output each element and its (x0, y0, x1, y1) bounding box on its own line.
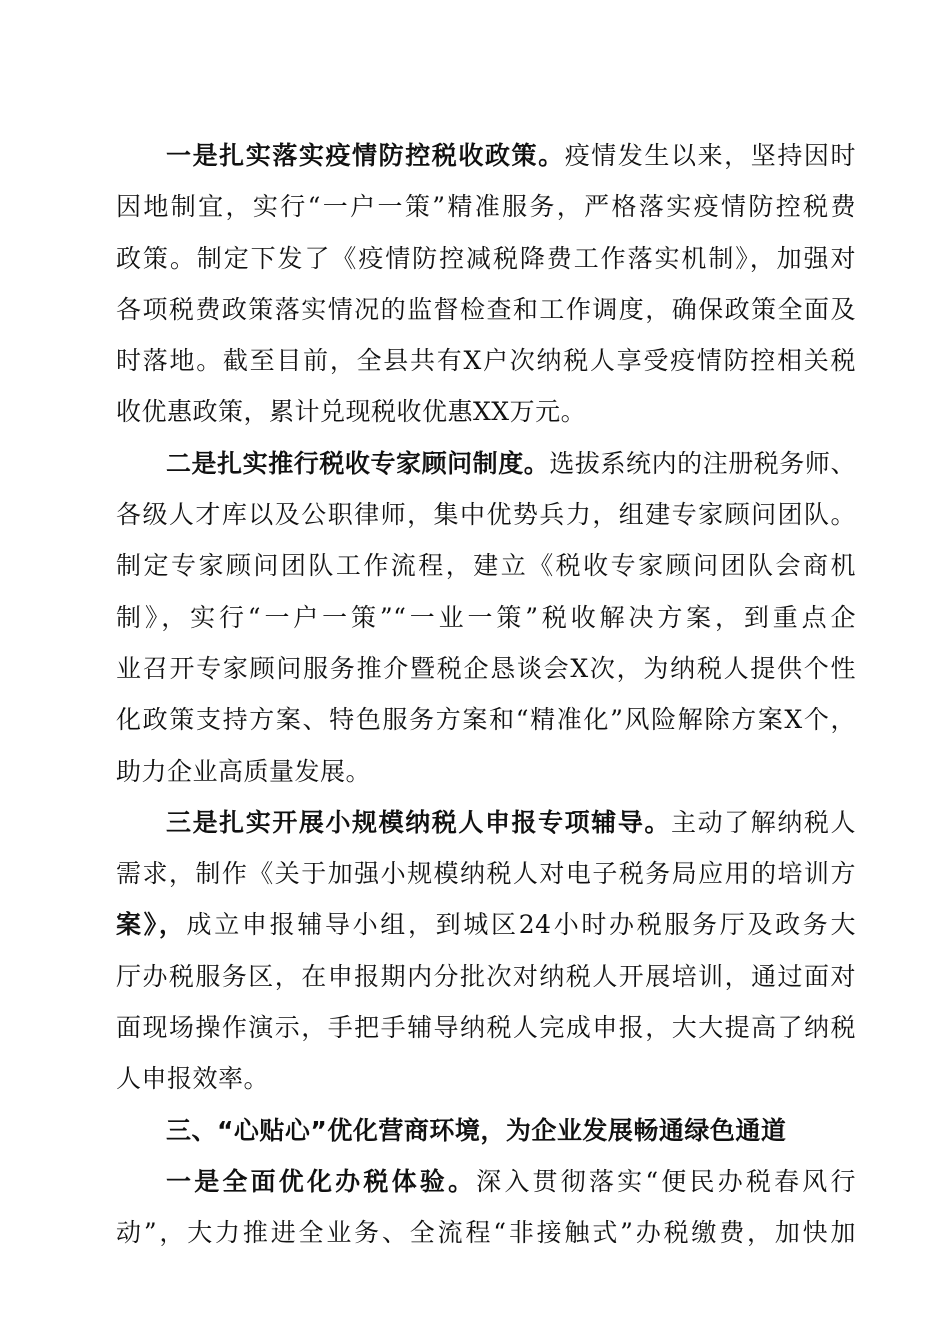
paragraph-3-text-2: 成立申报辅导小组，到城区24小时办税服务厅及政务大 (186, 910, 856, 940)
paragraph-3-lead: 三是扎实开展小规模纳税人申报专项辅导。 (166, 807, 671, 837)
paragraph-2-line-1 (116, 438, 856, 489)
paragraph-3-text: 主动了解纳税人 (671, 807, 856, 837)
paragraph-4-line-1 (116, 1156, 856, 1207)
paragraph-3-line-2: 需求，制作《关于加强小规模纳税人对电子税务局应用的培训方 (116, 859, 856, 889)
paragraph-1-line-3: 政策。制定下发了《疫情防控减税降费工作落实机制》，加强对 (116, 243, 856, 273)
section-heading: 三、“心贴心”优化营商环境，为企业发展畅通绿色通道 (166, 1115, 787, 1145)
paragraph-1-line-4: 各项税费政策落实情况的监督检查和工作调度，确保政策全面及 (116, 294, 856, 324)
paragraph-3-line-1 (116, 797, 856, 848)
document-body (116, 130, 856, 1259)
paragraph-3-bold-fragment: 案》， (116, 910, 187, 940)
paragraph-2-lead: 二是扎实推行税收专家顾问制度。 (166, 448, 550, 478)
paragraph-2-text: 选拔系统内的注册税务师、 (549, 448, 856, 478)
paragraph-2-line-3: 制定专家顾问团队工作流程，建立《税收专家顾问团队会商机 (116, 551, 856, 581)
paragraph-4-line-2: 动”，大力推进全业务、全流程“非接触式”办税缴费，加快加 (116, 1218, 856, 1248)
paragraph-2-line-7: 助力企业高质量发展。 (116, 756, 372, 786)
paragraph-3-line-4: 厅办税服务区，在申报期内分批次对纳税人开展培训，通过面对 (116, 961, 856, 991)
paragraph-1-lead: 一是扎实落实疫情防控税收政策。 (166, 141, 565, 170)
paragraph-2-line-4: 制》，实行“一户一策”“一业一策”税收解决方案，到重点企 (116, 602, 856, 632)
paragraph-2-line-6: 化政策支持方案、特色服务方案和“精准化”风险解除方案X个， (116, 705, 856, 735)
paragraph-1-text: 疫情发生以来，坚持因时 (564, 141, 856, 170)
paragraph-3-line-6: 人申报效率。 (116, 1064, 270, 1094)
paragraph-1-line-2: 因地制宜，实行“一户一策”精准服务，严格落实疫情防控税费 (116, 192, 856, 222)
paragraph-2-line-2: 各级人才库以及公职律师，集中优势兵力，组建专家顾问团队。 (116, 500, 856, 530)
paragraph-1-line-6: 收优惠政策，累计兑现税收优惠XX万元。 (116, 397, 587, 427)
paragraph-4-text: 深入贯彻落实“便民办税春风行 (476, 1166, 856, 1196)
paragraph-1-line-5: 时落地。截至目前，全县共有X户次纳税人享受疫情防控相关税 (116, 346, 856, 376)
paragraph-3-line-5: 面现场操作演示，手把手辅导纳税人完成申报，大大提高了纳税 (116, 1013, 856, 1043)
paragraph-1-line-1 (116, 130, 856, 181)
paragraph-2-line-5: 业召开专家顾问服务推介暨税企恳谈会X次，为纳税人提供个性 (116, 653, 856, 683)
paragraph-4-lead: 一是全面优化办税体验。 (166, 1166, 477, 1196)
paragraph-3-line-3 (116, 899, 856, 950)
